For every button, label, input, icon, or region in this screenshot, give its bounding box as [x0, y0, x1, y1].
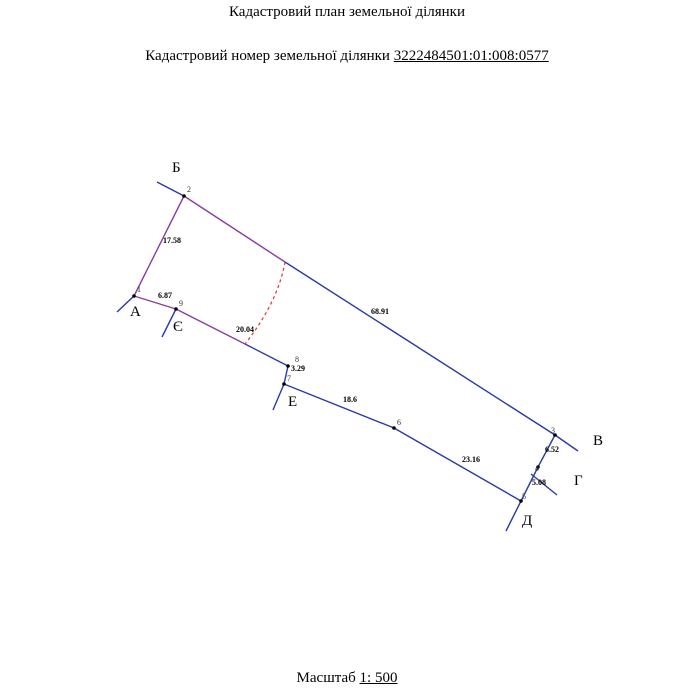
neighbor-label-v: В	[593, 433, 604, 449]
point-label-4: 4	[535, 464, 539, 473]
neighbor-label-a: А	[130, 304, 141, 320]
length-6-7: 18.6	[343, 395, 357, 404]
tick-d	[506, 501, 521, 531]
tick-b	[157, 182, 184, 196]
vertex-6	[392, 426, 396, 430]
vertex-markers	[132, 194, 557, 503]
length-9-1: 6.87	[158, 291, 172, 300]
neighbor-label-d: Д	[522, 513, 533, 529]
point-label-7: 7	[287, 374, 291, 383]
length-8-9: 20.04	[236, 325, 254, 334]
parcel-boundary	[134, 196, 555, 501]
vertex-8	[286, 364, 290, 368]
vertex-1	[132, 294, 136, 298]
boundary-6-7	[284, 384, 394, 428]
scale-line	[0, 670, 694, 687]
point-label-6: 6	[397, 418, 401, 427]
scale-value: 1: 500	[359, 670, 398, 686]
page-title: Кадастровий план земельної ділянки	[228, 4, 465, 20]
scale-label: Масштаб	[296, 670, 356, 686]
length-1-2: 17.58	[163, 236, 181, 245]
length-5-6: 23.16	[462, 455, 480, 464]
point-label-8: 8	[295, 355, 299, 364]
boundary-8-9-blue	[245, 344, 288, 366]
vertex-7	[282, 382, 286, 386]
point-label-2: 2	[187, 185, 191, 194]
boundary-2-3-purple	[184, 196, 285, 262]
vertex-9	[174, 307, 178, 311]
length-2-3: 68.91	[371, 307, 389, 316]
cadastral-label: Кадастровий номер земельної ділянки	[145, 48, 390, 64]
point-label-5: 5	[522, 492, 526, 501]
tick-e	[273, 384, 284, 410]
boundary-5-6	[394, 428, 521, 501]
point-label-9: 9	[179, 299, 183, 308]
vertex-2	[182, 194, 186, 198]
cadastral-number: 3222484501:01:008:0577	[393, 48, 549, 64]
boundary-8-9-purple	[176, 309, 245, 344]
neighbor-label-e: Е	[288, 394, 298, 410]
length-3-4: 6.52	[545, 445, 559, 454]
length-7-8: 3.29	[291, 364, 305, 373]
neighbor-label-g: Г	[574, 473, 583, 489]
point-label-3: 3	[551, 426, 555, 435]
neighbor-boundary-ticks	[117, 182, 578, 531]
neighbor-label-ye: Є	[173, 319, 183, 335]
boundary-2-3-blue	[285, 262, 555, 435]
length-4-5: 5.08	[532, 478, 546, 487]
boundary-1-2	[134, 196, 184, 296]
point-label-1: 1	[137, 285, 141, 294]
neighbor-label-b: Б	[172, 160, 181, 176]
